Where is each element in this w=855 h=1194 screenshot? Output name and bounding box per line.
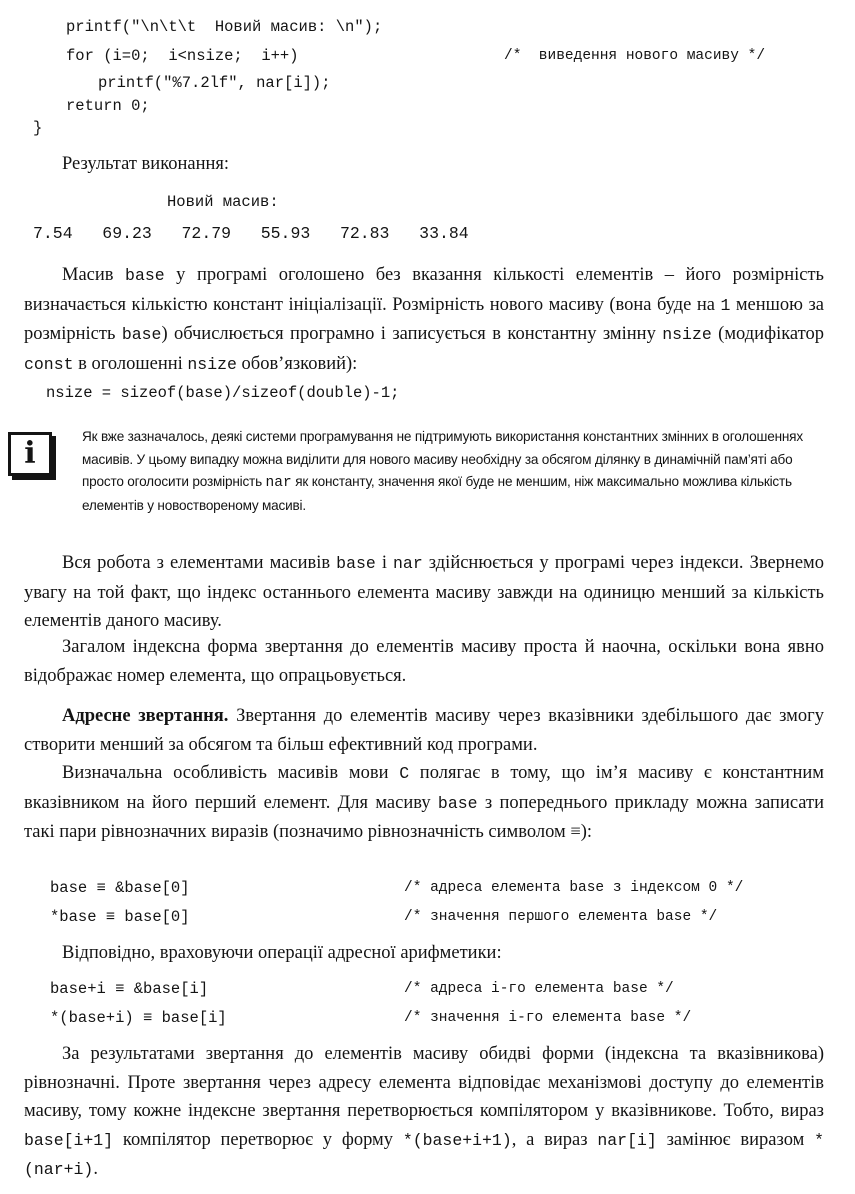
- equiv-expr-value: *base ≡ base[0]: [50, 908, 190, 926]
- equiv-comment-value-i: /* значення i-го елемента base */: [404, 1010, 692, 1026]
- equiv-expr-value-i: *(base+i) ≡ base[i]: [50, 1009, 227, 1027]
- paragraph-address-arithmetic: Відповідно, враховуючи операції адресної арифметики:: [62, 943, 502, 963]
- paragraph-address-access: Адресне звертання. Звертання до елементів масиву через вказівники здебільшого дає змогу створити менший за обсягом та більш ефективний код програми.: [24, 706, 824, 755]
- code-line-printf-heading: printf("\n\t\t Новий масив: \n");: [66, 18, 383, 36]
- section-heading-address-access: Адресне звертання.: [62, 706, 229, 726]
- paragraph-array-name-pointer: Визначальна особливість масивів мови C полягає в тому, що ім’я масиву є константним вказівником на його перший елемент. Для масиву base з попереднього прикладу можна записати такі пари рівнозначних виразів (позначимо рівнозначність символом ≡):: [24, 763, 825, 843]
- output-heading: Новий масив:: [167, 193, 279, 211]
- code-line-for-loop: for (i=0; i<nsize; i++): [66, 47, 299, 65]
- paragraph-base-array: Масив base у програмі оголошено без вказання кількості елементів – його розмірність визначається кількістю констант ініціалізації. Розмірність нового масиву (вона буде на 1 меншою за розмірність base) обчислюється програмно і записується в константну змінну nsize (модифікатор const в оголошенні nsize обов’язковий):: [24, 265, 824, 374]
- equiv-expr-address: base ≡ &base[0]: [50, 879, 190, 897]
- equiv-comment-address: /* адреса елемента base з індексом 0 */: [404, 880, 744, 896]
- code-comment-output: /* виведення нового масиву */: [504, 48, 766, 64]
- equiv-comment-address-i: /* адреса i-го елемента base */: [404, 981, 674, 997]
- code-line-closing-brace: }: [33, 119, 43, 137]
- code-nsize: nsize = sizeof(base)/sizeof(double)-1;: [46, 384, 400, 402]
- paragraph-indexes: Вся робота з елементами масивів base і nar здійснюється у програмі через індекси. Звернемо увагу на той факт, що індекс останнього елемента масиву завжди на одиницю менший за кількість елементів даного масиву.: [24, 553, 824, 632]
- info-icon: i: [8, 432, 52, 476]
- paragraph-index-form: Загалом індексна форма звертання до елементів масиву проста й наочна, оскільки вона явно відображає номер елемента, що опрацьовується.: [24, 637, 824, 686]
- output-values: 7.54 69.23 72.79 55.93 72.83 33.84: [33, 224, 469, 243]
- equiv-comment-value: /* значення першого елемента base */: [404, 909, 718, 925]
- code-line-return: return 0;: [66, 97, 150, 115]
- note-text: Як вже зазначалось, деякі системи програмування не підтримують використання константних змінних в оголошеннях масивів. У цьому випадку можна виділити для нового масиву необхідну за обсягом ділянку в динамічній пам’яті або просто оголосити розмірність nar як константу, значення якої буде не меншим, ніж максимально можлива кількість елементів у новоствореному масиві.: [82, 429, 803, 513]
- paragraph-compiler-conversion: За результатами звертання до елементів масиву обидві форми (індексна та вказівникова) рівнозначні. Проте звертання через адресу елемента відповідає механізмові доступу до елементів масиву, тому кожне індексне звертання перетворюється компілятором у вказівникове. Тобто, вираз base[i+1] компілятор перетворює у форму *(base+i+1), а вираз nar[i] замінює виразом *(nar+i).: [24, 1044, 824, 1180]
- code-line-printf-values: printf("%7.2lf", nar[i]);: [98, 74, 331, 92]
- equiv-expr-address-i: base+i ≡ &base[i]: [50, 980, 209, 998]
- result-label: Результат виконання:: [62, 154, 230, 174]
